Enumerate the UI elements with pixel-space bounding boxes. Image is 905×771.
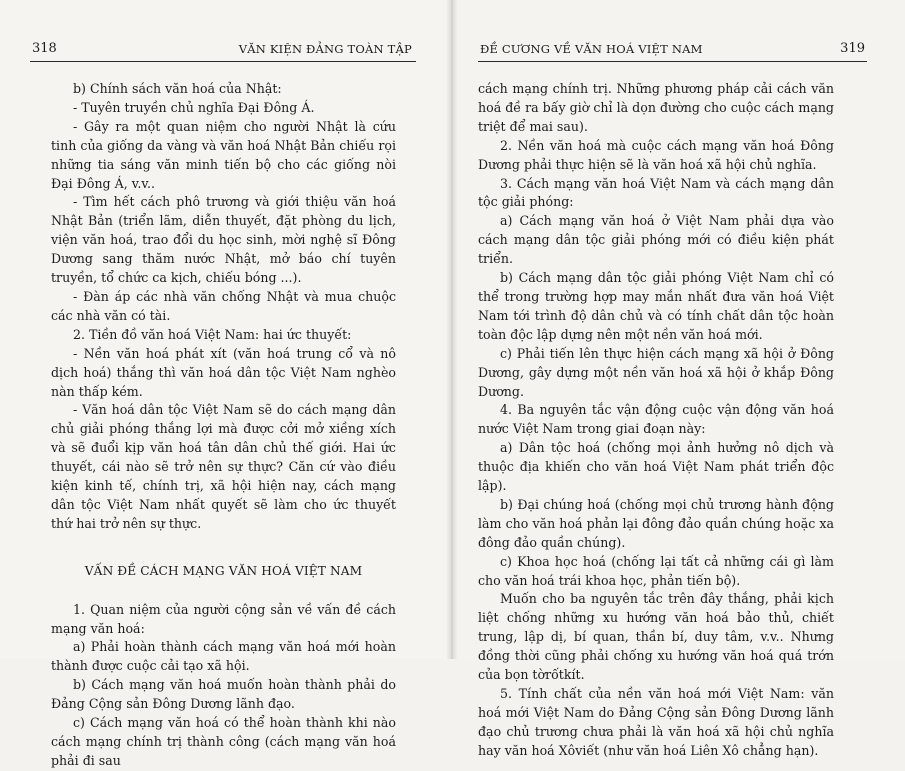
left-page-body (51, 80, 396, 771)
paragraph: a) Cách mạng văn hoá ở Việt Nam phải dựa vào cách mạng dân tộc giải phóng mới có điều kiện phát triển. (478, 213, 834, 267)
right-page-header (480, 40, 865, 58)
paragraph: 2. Tiền đồ văn hoá Việt Nam: hai ức thuyết: (73, 326, 352, 342)
paragraph: b) Cách mạng dân tộc giải phóng Việt Nam chỉ có thể trong trường hợp may mắn nhất đưa văn hoá Việt Nam tới trình độ dân chủ và có tính chất dân tộc hoàn toàn độc lập dựng nên một nền văn hoá mới. (478, 270, 834, 342)
paragraph: 1. Quan niệm của người cộng sản về vấn đề cách mạng văn hoá: (51, 601, 396, 636)
paragraph: Muốn cho ba nguyên tắc trên đây thắng, phải kịch liệt chống những xu hướng văn hoá bảo thủ, chiết trung, lập dị, bí quan, thần bí, duy tâm, v.v.. Nhưng đồng thời cũng phải chống xu hướng văn hoá quá trớn của bọn tờrốtkít. (478, 591, 834, 683)
running-title: ĐỀ CƯƠNG VỀ VĂN HOÁ VIỆT NAM (480, 42, 703, 56)
paragraph: b) Cách mạng văn hoá muốn hoàn thành phải do Đảng Cộng sản Đông Dương lãnh đạo. (51, 677, 396, 712)
right-page (452, 0, 905, 758)
paragraph: b) Chính sách văn hoá của Nhật: (73, 81, 282, 96)
paragraph: cách mạng chính trị. Những phương pháp cải cách văn hoá đề ra bấy giờ chỉ là dọn đường cho cuộc cách mạng triệt để mai sau). (478, 81, 834, 134)
paragraph: - Nền văn hoá phát xít (văn hoá trung cổ và nô dịch hoá) thắng thì văn hoá dân tộc Việt Nam nghèo nàn thấp kém. (51, 345, 396, 399)
section-title: VẤN ĐỀ CÁCH MẠNG VĂN HOÁ VIỆT NAM (84, 563, 363, 578)
header-rule (30, 61, 416, 62)
paragraph: a) Phải hoàn thành cách mạng văn hoá mới hoàn thành được cuộc cải tạo xã hội. (51, 639, 396, 674)
left-page (0, 0, 452, 768)
paragraph: c) Khoa học hoá (chống lại tất cả những cái gì làm cho văn hoá trái khoa học, phản tiến bộ). (478, 553, 834, 588)
paragraph: 2. Nền văn hoá mà cuộc cách mạng văn hoá Đông Dương phải thực hiện sẽ là văn hoá xã hội chủ nghĩa. (478, 137, 834, 172)
page-number: 318 (32, 41, 57, 56)
paragraph: c) Cách mạng văn hoá có thể hoàn thành khi nào cách mạng chính trị thành công (cách mạng văn hoá phải đi sau (51, 715, 396, 768)
paragraph: - Tìm hết cách phô trương và giới thiệu văn hoá Nhật Bản (triển lãm, diễn thuyết, đặt phòng du lịch, viện văn hoá, trao đổi du học sinh, mời nghệ sĩ Đông Dương sang thăm nước Nhật, mở báo chí tuyên truyền, tổ chức ca kịch, chiếu bóng ...). (51, 194, 396, 286)
paragraph: 3. Cách mạng văn hoá Việt Nam và cách mạng dân tộc giải phóng: (478, 175, 834, 210)
paragraph: - Văn hoá dân tộc Việt Nam sẽ do cách mạng dân chủ giải phóng thắng lợi mà được cởi mở xiềng xích và sẽ đuổi kịp văn hoá tân dân chủ thế giới. Hai ức thuyết, cái nào sẽ trở nên sự thực? Căn cứ vào điều kiện kinh tế, chính trị, xã hội hiện nay, cách mạng dân tộc Việt Nam nhất quyết sẽ làm cho ức thuyết thứ hai trở nên sự thực. (51, 402, 396, 531)
running-title: VĂN KIỆN ĐẢNG TOÀN TẬP (238, 42, 412, 56)
paragraph: 4. Ba nguyên tắc vận động cuộc vận động văn hoá nước Việt Nam trong giai đoạn này: (478, 402, 834, 437)
paragraph: c) Phải tiến lên thực hiện cách mạng xã hội ở Đông Dương, gây dựng một nền văn hoá xã hội ở khắp Đông Dương. (478, 345, 834, 399)
paragraph: - Gây ra một quan niệm cho người Nhật là cứu tinh của giống da vàng và văn hoá Nhật Bản chiếu rọi những tia sáng văn minh tiến bộ cho các giống nòi Đại Đông Á, v.v.. (51, 118, 396, 191)
paragraph: - Đàn áp các nhà văn chống Nhật và mua chuộc các nhà văn có tài. (51, 288, 396, 323)
right-page-body (478, 80, 834, 761)
left-page-header (32, 40, 412, 58)
book-gutter (446, 0, 458, 659)
paragraph: 5. Tính chất của nền văn hoá mới Việt Nam: văn hoá mới Việt Nam do Đảng Cộng sản Đông Dương lãnh đạo chủ trương chưa phải là văn hoá xã hội chủ nghĩa hay văn hoá Xôviết (như văn hoá Liên Xô chẳng hạn). (478, 686, 834, 758)
paragraph: a) Dân tộc hoá (chống mọi ảnh hưởng nô dịch và thuộc địa khiến cho văn hoá Việt Nam phát triển độc lập). (478, 440, 834, 494)
header-rule (478, 61, 867, 62)
page-number: 319 (840, 41, 865, 56)
paragraph: b) Đại chúng hoá (chống mọi chủ trương hành động làm cho văn hoá phản lại đông đảo quần chúng hoặc xa đông đảo quần chúng). (478, 496, 834, 550)
paragraph: - Tuyên truyền chủ nghĩa Đại Đông Á. (73, 99, 315, 115)
